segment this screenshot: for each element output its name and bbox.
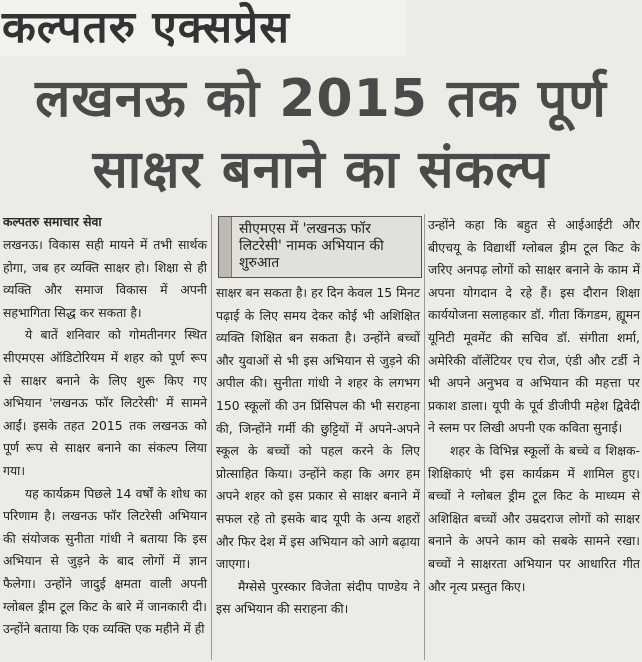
headline-line-2: साक्षर बनाने का संकल्प (92, 140, 550, 200)
paragraph: यह कार्यक्रम पिछले 14 वर्षों के शोध का परिणाम है। लखनऊ फॉर लिटरेसी अभियान की संयोजक सुनीता गांधी ने बताया कि इस अभियान से जुड़ने के बाद लोगों में ज्ञान फैलेगा। उन्होंने जादुई क्षमता वाली अपनी ग्लोबल ड्रीम टूल किट के बारे में जानकारी दी। उन्होंने बताया कि एक व्यक्ति एक महीने में ही (3, 485, 207, 637)
column-divider (424, 214, 425, 660)
article-column-3 (428, 214, 640, 598)
byline: कल्पतरु समाचार सेवा (3, 214, 102, 229)
headline-line-1: लखनऊ को 2015 तक पूर्ण (35, 69, 607, 129)
subheading-bar (219, 217, 232, 277)
paragraph: शहर के विभिन्न स्कूलों के बच्चे व शिक्षक-शिक्षिकाएं भी इस कार्यक्रम में शामिल हुए। बच्चों ने ग्लोबल ड्रीम टूल किट के माध्यम से अशिक्षित बच्चों और उम्रदराज लोगों को साक्षर बनाने के अपने काम को सबके सामने रखा। बच्चों ने साक्षरता अभियान पर आधारित गीत और नृत्य प्रस्तुत किए। (428, 442, 640, 594)
paragraph: साक्षर बन सकता है। हर दिन केवल 15 मिनट पढ़ाई के लिए समय देकर कोई भी अशिक्षित व्यक्ति शिक्षित बन सकता है। उन्होंने बच्चों और युवाओं से भी इस अभियान से जुड़ने की अपील की। सुनीता गांधी ने शहर के लगभग 150 स्कूलों की उन प्रिंसिपल की भी सराहना की, जिन्होंने गर्मी की छुट्टियों में अपने-अपने स्कूल के बच्चों को पहल करने के लिए प्रोत्साहित किया। उन्होंने कहा कि अगर हम अपने शहर को इस प्रकार से साक्षर बनाने में सफल रहे तो इसके बाद यूपी के अन्य शहरों और फिर देश में इस अभियान को आगे बढ़ाया जाएगा। (216, 285, 420, 572)
masthead: कल्पतरु एक्सप्रेस (0, 0, 407, 56)
subheading: सीएमएस में 'लखनऊ फॉर लिटरेसी' नामक अभियान की शुरुआत (239, 221, 384, 271)
paragraph: उन्होंने कहा कि बहुत से आईआईटी और बीएचयू के विद्यार्थी ग्लोबल ड्रीम टूल किट के जरिए अनपढ़ लोगों को साक्षर बनाने के काम में अपना योगदान दे रहे हैं। इस दौरान शिक्षा कार्ययोजना सलाहकार डॉ. गीता किंगडम, ह्यूमन यूनिटी मूवमेंट की सचिव डॉ. संगीता शर्मा, अमेरिकी वॉलेंटियर एच रोज, एंडी और टर्डी ने भी अपने अनुभव व अभियान की महत्ता पर प्रकाश डाला। यूपी के पूर्व डीजीपी महेश द्विवेदी ने स्लम पर लिखी अपनी एक कविता सुनाई। (428, 217, 640, 436)
paragraph: मैग्सेसे पुरस्कार विजेता संदीप पाण्डेय ने इस अभियान की सराहना की। (216, 578, 420, 617)
subheading-box (218, 216, 422, 278)
paragraph: लखनऊ। विकास सही मायने में तभी सार्थक होगा, जब हर व्यक्ति साक्षर हो। शिक्षा से ही व्यक्ति और समाज विकास में अपनी सहभागिता सिद्ध कर सकता है। (3, 237, 207, 320)
article-column-1 (3, 234, 207, 641)
column-divider (211, 214, 212, 660)
paragraph: ये बातें शनिवार को गोमतीनगर स्थित सीएमएस ऑडिटोरियम में शहर को पूर्ण रूप से साक्षर बनाने के लिए शुरू किए गए अभियान 'लखनऊ फॉर लिटरेसी' में सामने आईं। इसके तहत 2015 तक लखनऊ को पूर्ण रूप से साक्षर बनाने का संकल्प लिया गया। (3, 327, 207, 478)
article-column-2 (216, 282, 420, 621)
